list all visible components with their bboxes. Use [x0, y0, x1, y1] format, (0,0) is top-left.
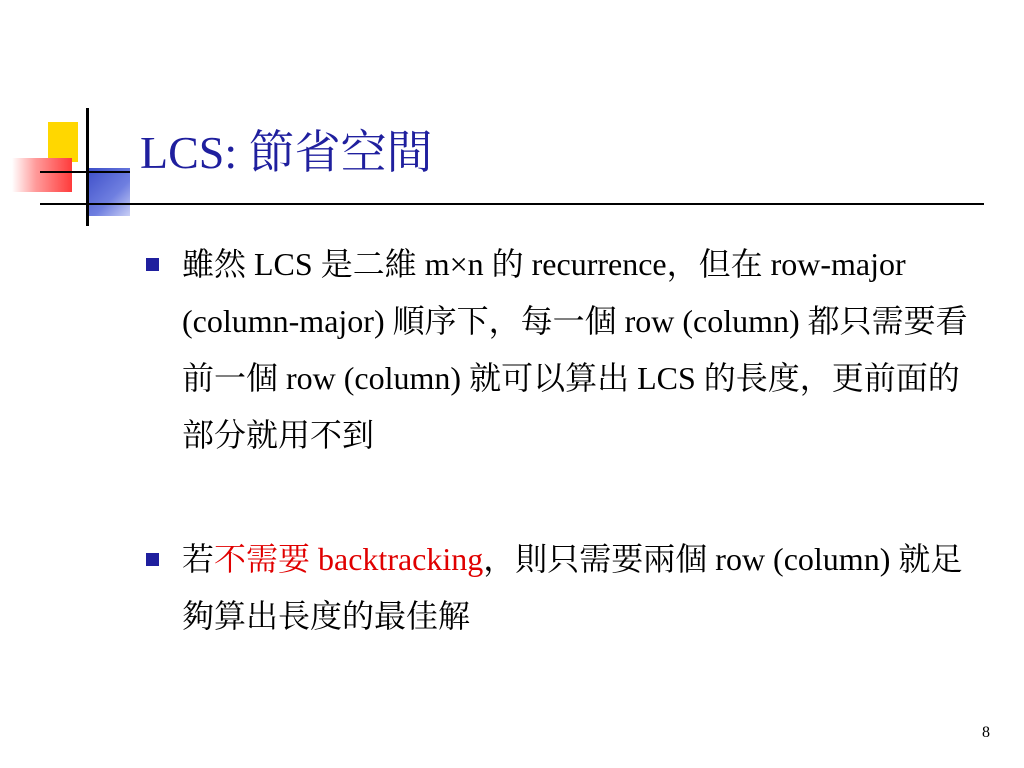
square-bullet-icon	[146, 258, 159, 271]
vertical-rule	[86, 108, 89, 226]
bullet-text: 雖然 LCS 是二維 m×n 的 recurrence，但在 row-major (column-major) 順序下，每一個 row (column) 都只需要看前一個 row (column) 就可以算出 LCS 的長度，更前面的部分就用不到	[182, 246, 968, 453]
page-number: 8	[982, 724, 990, 741]
bullet-prefix: 若	[182, 541, 215, 577]
square-bullet-icon	[146, 553, 159, 566]
bullet-item	[146, 236, 991, 464]
bullet-highlight: 不需要 backtracking	[214, 541, 484, 577]
short-horizontal-rule	[40, 171, 130, 173]
bullet-list	[146, 236, 991, 645]
bullet-suffix: ，則只需要兩個 row (column) 就足夠算出長度的最佳解	[182, 541, 963, 634]
yellow-square	[48, 122, 78, 162]
blue-square	[88, 168, 130, 216]
title-underline	[40, 203, 984, 205]
bullet-item	[146, 531, 991, 645]
red-gradient-bar	[12, 158, 72, 192]
slide-title: LCS: 節省空間	[140, 127, 433, 178]
